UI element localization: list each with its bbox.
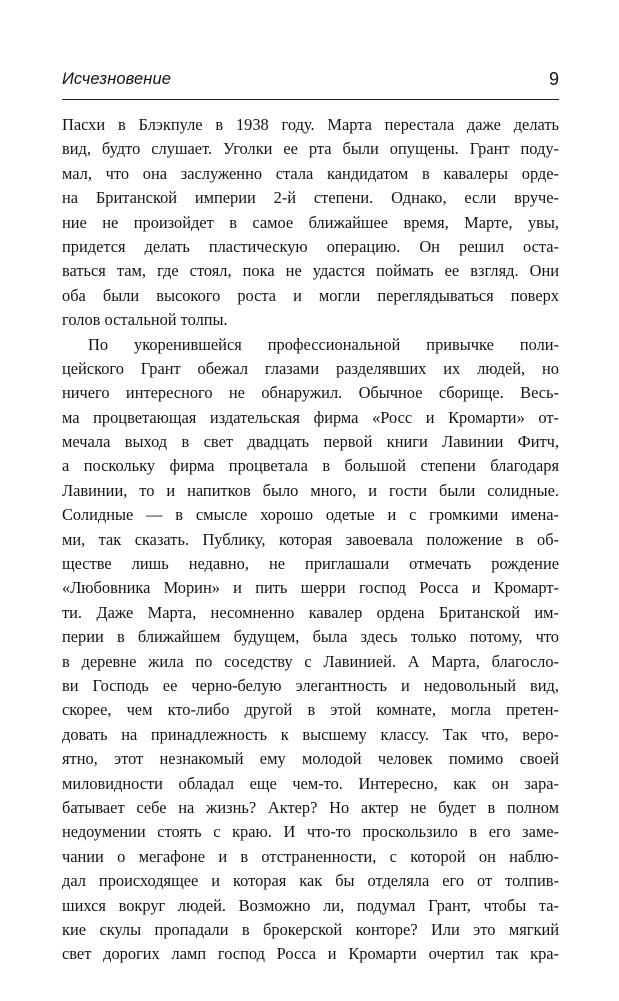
body-text	[62, 113, 559, 967]
text-line: ятно, этот незнакомый ему молодой человек помимо своей	[62, 749, 559, 769]
text-line: ществе лишь недавно, не приглашали отмечать рождение	[62, 554, 559, 574]
text-line: вид, будто слушает. Уголки ее рта были опущены. Грант поду-	[62, 139, 559, 159]
text-line: недоумении стоять с краю. И что-то проскользило в его заме-	[62, 822, 559, 842]
text-line: ви Господь ее черно-белую элегантность и недовольный вид,	[62, 675, 559, 695]
paragraph	[62, 333, 559, 967]
text-line: миловидности обладал еще чем-то. Интересно, как он зара-	[62, 773, 559, 793]
text-line: довать на принадлежность к высшему классу. Так что, веро-	[62, 724, 559, 744]
text-line: Лавинии, то и напитков было много, и гости были солидные.	[62, 480, 559, 500]
running-title: Исчезновение	[62, 70, 172, 88]
text-line: чании о мегафоне и в отстраненности, с которой он наблю-	[62, 846, 559, 866]
header-rule	[62, 99, 559, 100]
text-line: придется делать пластическую операцию. Он решил оста-	[62, 236, 559, 256]
paragraph	[62, 113, 559, 333]
text-line: ма процветающая издательская фирма «Росс и Кромарти» от-	[62, 407, 559, 427]
text-line: цейского Грант обежал глазами разделявших их людей, но	[62, 358, 559, 378]
text-line: кие скулы пропадали в брокерской конторе? Или это мягкий	[62, 919, 559, 939]
text-line: а поскольку фирма процветала в большой степени благодаря	[62, 456, 559, 476]
text-line: По укоренившейся профессиональной привычке поли-	[88, 334, 559, 354]
text-line: дал происходящее и которая как бы отделяла его от толпив-	[62, 871, 559, 891]
text-line: Солидные — в смысле хорошо одетые и с громкими имена-	[62, 505, 559, 525]
page-number: 9	[548, 69, 559, 89]
text-line: шихся вокруг людей. Возможно ли, подумал Грант, чтобы та-	[62, 895, 559, 915]
text-line: батывает себе на жизнь? Актер? Но актер не будет в полном	[62, 797, 559, 817]
text-line: ваться там, где стоял, пока не удастся поймать ее взгляд. Они	[62, 261, 559, 281]
text-line: мечала выход в свет двадцать первой книги Лавинии Фитч,	[62, 432, 559, 452]
text-line: голов остальной толпы.	[62, 310, 228, 330]
text-line: ничего интересного не обнаружил. Обычное сборище. Весь-	[62, 383, 559, 403]
text-line: свет дорогих ламп господ Росса и Кромарти очертил так кра-	[62, 944, 559, 964]
text-line: на Британской империи 2-й степени. Однако, если вруче-	[62, 188, 559, 208]
text-line: ти. Даже Марта, несомненно кавалер ордена Британской им-	[62, 602, 559, 622]
text-line: перии в ближайшем будущем, была здесь только потому, что	[62, 627, 559, 647]
text-line: оба были высокого роста и могли переглядываться поверх	[62, 285, 559, 305]
text-line: Пасхи в Блэкпуле в 1938 году. Марта перестала даже делать	[62, 115, 559, 134]
text-line: ние не произойдет в самое ближайшее время, Марте, увы,	[62, 212, 559, 232]
text-line: ми, так сказать. Публику, которая завоевала положение в об-	[62, 529, 559, 549]
text-line: скорее, чем кто-либо другой в этой комнате, могла претен-	[62, 700, 559, 720]
text-line: мал, что она заслуженно стала кандидатом в кавалеры орде-	[62, 163, 559, 183]
running-header	[62, 70, 559, 96]
text-line: «Любовника Морин» и пить шерри господ Росса и Кромарт-	[62, 578, 559, 598]
text-line: в деревне жила по соседству с Лавинией. А Марта, благосло-	[62, 651, 559, 671]
